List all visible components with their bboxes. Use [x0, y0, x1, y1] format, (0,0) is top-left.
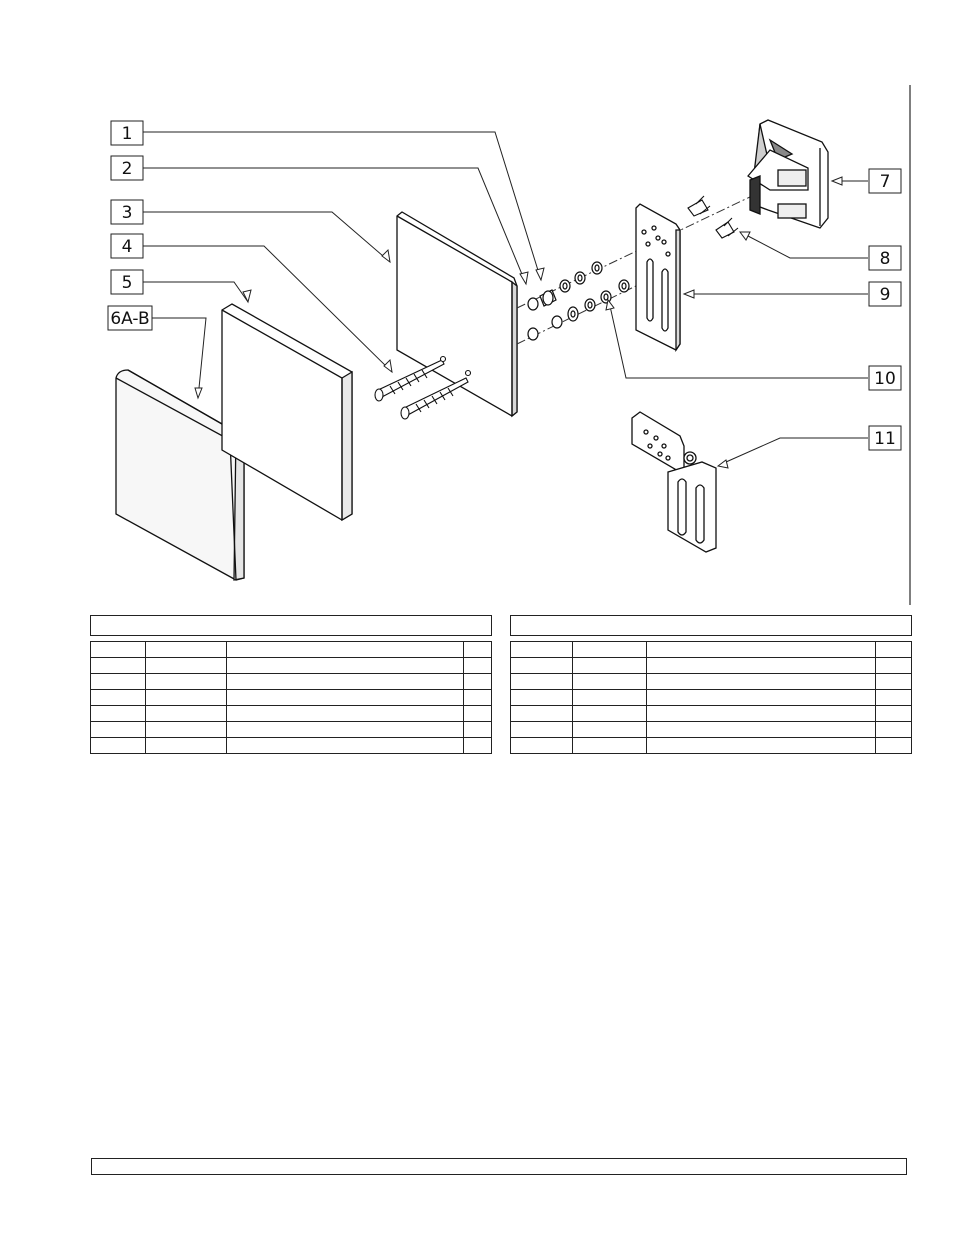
table-cell: [573, 674, 647, 690]
table-cell: [227, 658, 464, 674]
footer-bar: [91, 1158, 907, 1175]
bracket-plate-9: [636, 204, 680, 350]
thumb-screws-8: [688, 196, 738, 238]
table-title: [91, 616, 492, 636]
table-row: [91, 674, 492, 690]
table-cell: [511, 706, 573, 722]
callout-6ab: [108, 306, 152, 330]
table-cell: [573, 706, 647, 722]
svg-text:8: 8: [879, 249, 891, 269]
svg-text:6A-B: 6A-B: [110, 309, 150, 329]
table-cell: [647, 674, 876, 690]
table-row: [511, 722, 912, 738]
table-cell: [511, 690, 573, 706]
svg-text:7: 7: [879, 172, 891, 192]
table-cell: [91, 658, 146, 674]
table-cell: [146, 706, 227, 722]
leader-8: [748, 236, 868, 258]
svg-text:1: 1: [121, 124, 133, 144]
table-cell: [511, 674, 573, 690]
callout-4: [111, 234, 143, 258]
svg-text:2: 2: [121, 159, 133, 179]
leader-6ab: [152, 318, 206, 398]
table-cell: [876, 722, 912, 738]
table-cell: [91, 642, 146, 658]
table-cell: [464, 722, 492, 738]
parts-table-right: [510, 615, 912, 754]
table-row: [91, 658, 492, 674]
exploded-assembly-diagram: [0, 0, 954, 610]
table-cell: [647, 690, 876, 706]
table-cell: [146, 722, 227, 738]
table-cell: [876, 738, 912, 754]
table-title: [511, 616, 912, 636]
table-cell: [647, 658, 876, 674]
table-cell: [876, 658, 912, 674]
table-cell: [876, 642, 912, 658]
table-title-row: [511, 616, 912, 636]
table-cell: [464, 738, 492, 754]
table-cell: [91, 674, 146, 690]
callout-8: [869, 246, 901, 270]
table-cell: [227, 642, 464, 658]
table-cell: [464, 674, 492, 690]
table-cell: [227, 722, 464, 738]
table-cell: [876, 706, 912, 722]
table-cell: [464, 690, 492, 706]
leader-1: [143, 132, 541, 280]
table-cell: [91, 722, 146, 738]
callout-10: [869, 366, 901, 390]
table-cell: [573, 658, 647, 674]
table-cell: [511, 642, 573, 658]
table-row: [511, 642, 912, 658]
table-cell: [573, 722, 647, 738]
callout-9: [869, 282, 901, 306]
leader-5: [143, 282, 248, 302]
table-cell: [511, 658, 573, 674]
table-cell: [91, 738, 146, 754]
mount-housing-7: [748, 120, 828, 228]
svg-text:3: 3: [121, 203, 133, 223]
table-cell: [464, 706, 492, 722]
table-cell: [146, 658, 227, 674]
table-cell: [647, 738, 876, 754]
svg-text:10: 10: [874, 369, 896, 389]
table-row: [91, 690, 492, 706]
lower-bracket-11: [632, 412, 716, 552]
table-cell: [876, 674, 912, 690]
table-cell: [91, 690, 146, 706]
table-row: [511, 706, 912, 722]
table-cell: [227, 674, 464, 690]
table-cell: [464, 642, 492, 658]
table-cell: [647, 642, 876, 658]
table-row: [511, 658, 912, 674]
table-row: [91, 706, 492, 722]
svg-text:9: 9: [879, 285, 891, 305]
table-cell: [573, 642, 647, 658]
table-row: [91, 642, 492, 658]
table-cell: [146, 690, 227, 706]
table-cell: [227, 738, 464, 754]
callout-1: [111, 121, 143, 145]
callout-7: [869, 169, 901, 193]
table-cell: [573, 690, 647, 706]
table-cell: [146, 674, 227, 690]
table-title-row: [91, 616, 492, 636]
parts-table-left: [90, 615, 492, 754]
table-cell: [227, 706, 464, 722]
table-cell: [573, 738, 647, 754]
table-cell: [511, 722, 573, 738]
callout-11: [869, 426, 901, 450]
table-row: [511, 690, 912, 706]
table-cell: [146, 642, 227, 658]
svg-text:5: 5: [121, 273, 133, 293]
callout-2: [111, 156, 143, 180]
table-cell: [647, 722, 876, 738]
table-row: [511, 674, 912, 690]
table-cell: [91, 706, 146, 722]
table-cell: [876, 690, 912, 706]
table-row: [91, 722, 492, 738]
leader-3: [143, 212, 390, 262]
svg-text:4: 4: [121, 237, 133, 257]
table-row: [511, 738, 912, 754]
table-cell: [146, 738, 227, 754]
callout-3: [111, 200, 143, 224]
callout-5: [111, 270, 143, 294]
table-cell: [227, 690, 464, 706]
table-cell: [464, 658, 492, 674]
table-row: [91, 738, 492, 754]
leader-11: [726, 438, 868, 462]
table-cell: [511, 738, 573, 754]
table-cell: [647, 706, 876, 722]
svg-text:11: 11: [874, 429, 896, 449]
